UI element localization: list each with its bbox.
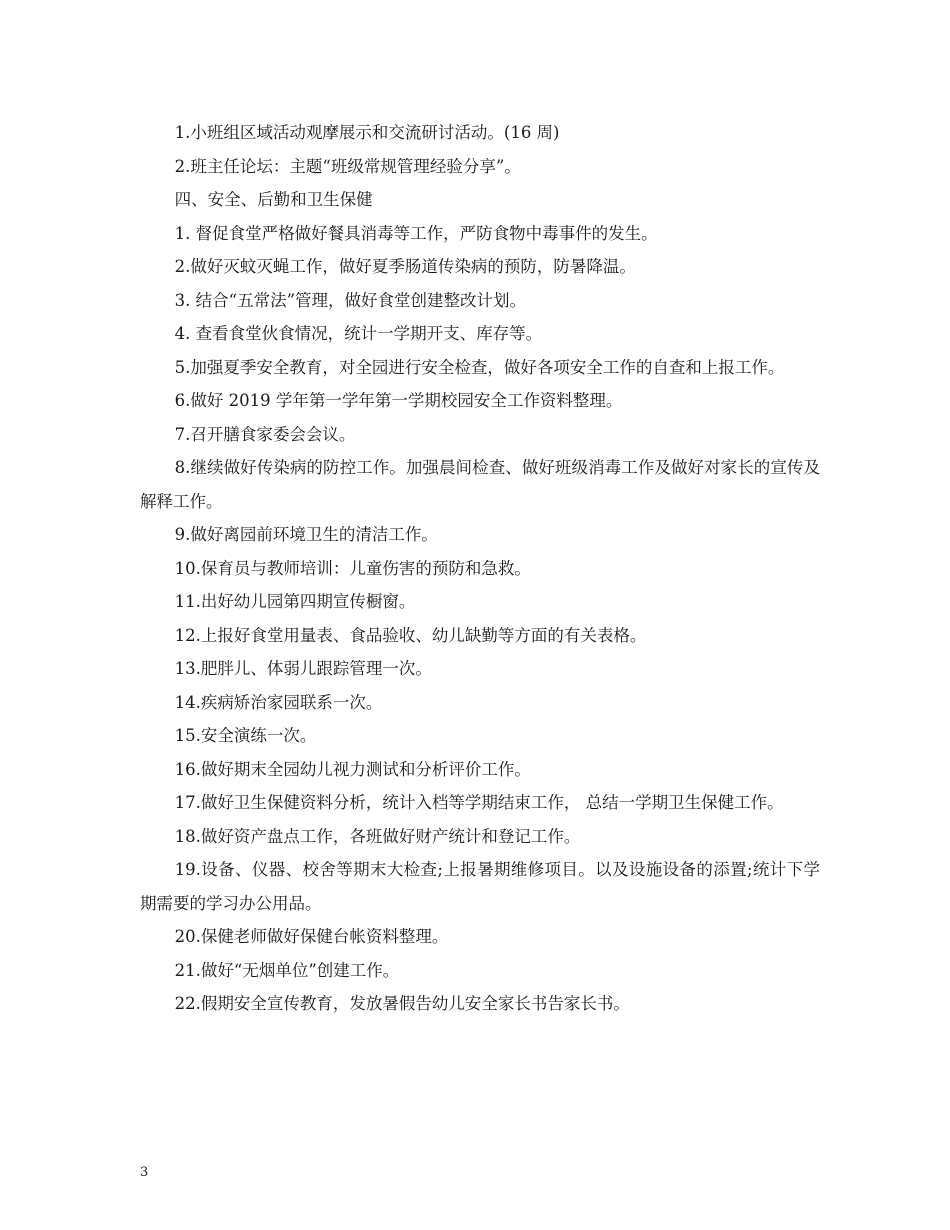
paragraph: 3. 结合“五常法”管理，做好食堂创建整改计划。 (174, 290, 526, 310)
paragraph: 16.做好期末全园幼儿视力测试和分析评价工作。 (174, 759, 531, 779)
paragraph: 11.出好幼儿园第四期宣传橱窗。 (174, 592, 416, 611)
section-heading: 四、安全、后勤和卫生保健 (174, 190, 373, 209)
paragraph: 18.做好资产盘点工作，各班做好财产统计和登记工作。 (174, 826, 581, 846)
paragraph: 13.肥胖儿、体弱儿跟踪管理一次。 (174, 659, 432, 678)
paragraph: 19.设备、仪器、校舍等期末大检查;上报暑期维修项目。以及设施设备的添置;统计下学期需要的学习办公用品。 (140, 860, 820, 913)
paragraph: 2.做好灭蚊灭蝇工作，做好夏季肠道传染病的预防，防暑降温。 (174, 257, 636, 276)
page-number: 3 (140, 1165, 149, 1180)
paragraph: 12.上报好食堂用量表、食品验收、幼儿缺勤等方面的有关表格。 (174, 625, 647, 645)
paragraph: 21.做好“无烟单位”创建工作。 (174, 960, 400, 980)
paragraph: 1.小班组区域活动观摩展示和交流研讨活动。(16 周) (174, 123, 560, 142)
paragraph: 5.加强夏季安全教育，对全园进行安全检查，做好各项安全工作的自查和上报工作。 (174, 357, 785, 377)
paragraph: 20.保健老师做好保健台帐资料整理。 (174, 927, 449, 946)
paragraph: 22.假期安全宣传教育，发放暑假告幼儿安全家长书告家长书。 (174, 994, 630, 1013)
paragraph: 1. 督促食堂严格做好餐具消毒等工作，严防食物中毒事件的发生。 (174, 223, 658, 243)
paragraph: 15.安全演练一次。 (174, 726, 317, 745)
paragraph: 8.继续做好传染病的防控工作。加强晨间检查、做好班级消毒工作及做好对家长的宣传及解释工作。 (140, 458, 820, 511)
paragraph: 9.做好离园前环境卫生的清洁工作。 (174, 525, 438, 544)
paragraph: 14.疾病矫治家园联系一次。 (174, 692, 383, 712)
paragraph: 6.做好 2019 学年第一学年第一学期校园安全工作资料整理。 (174, 391, 623, 410)
document-body (140, 116, 820, 1021)
paragraph: 7.召开膳食家委会会议。 (174, 424, 356, 444)
paragraph: 17.做好卫生保健资料分析，统计入档等学期结束工作， 总结一学期卫生保健工作。 (174, 793, 784, 812)
paragraph: 10.保育员与教师培训：儿童伤害的预防和急救。 (174, 558, 531, 578)
paragraph: 2.班主任论坛：主题“班级常规管理经验分享”。 (174, 156, 521, 176)
paragraph: 4. 查看食堂伙食情况，统计一学期开支、库存等。 (174, 324, 543, 343)
